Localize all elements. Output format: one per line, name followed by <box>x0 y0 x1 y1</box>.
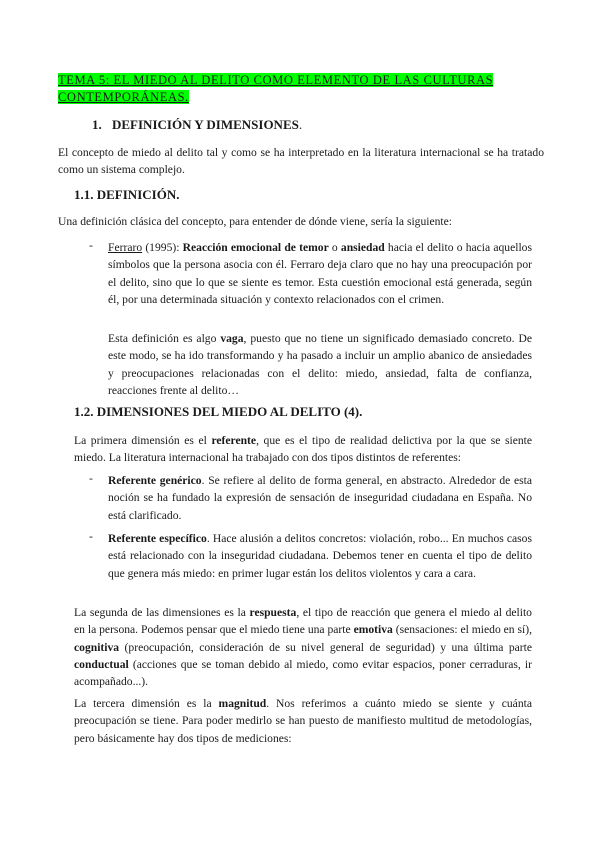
text-run: o <box>328 241 341 254</box>
text-run: hacia el delito o hacia aquellos símbolos que la persona asocia con él. Ferraro deja claro que no hay una preocupación por el delito, sino que lo que se siente es temor. Esta cuestión emocional está generada, según él, por una determinada situación y contexto relacionados con el crimen. <box>108 241 532 306</box>
section-title: DEFINICIÓN Y DIMENSIONES <box>112 117 299 132</box>
section-heading-1 <box>92 117 302 133</box>
text-run: La primera dimensión es el <box>74 434 212 447</box>
respuesta-paragraph <box>74 604 532 690</box>
text-run: (sensaciones: el miedo en sí), <box>392 623 532 637</box>
bold-term: conductual <box>74 657 129 671</box>
bold-term: cognitiva <box>74 640 120 654</box>
subsection-heading-1-1: 1.1. DEFINICIÓN. <box>74 187 180 202</box>
topic-title-highlight: TEMA 5: EL MIEDO AL DELITO COMO ELEMENTO DE LAS CULTURAS CONTEMPORÁNEAS. <box>58 73 494 104</box>
definition-intro-paragraph: Una definición clásica del concepto, para entender de dónde viene, sería la siguiente: <box>58 215 453 228</box>
referente-paragraph <box>74 432 532 467</box>
ferraro-year: (1995): <box>142 241 183 254</box>
text-run: . Hace alusión a delitos concretos: violación, robo... En muchos casos está relacionado con la inseguridad ciudadana. Debemos tener en cuenta el tipo de delito que genera más miedo: en primer lugar están los delitos violentos y cara a cara. <box>108 532 532 580</box>
magnitud-paragraph <box>74 695 532 747</box>
topic-title <box>58 72 544 106</box>
vaga-paragraph <box>108 330 532 399</box>
text-run: Esta definición es algo <box>108 332 221 345</box>
section-number: 1. <box>92 117 102 132</box>
text-run: , que es el tipo de realidad delictiva por la que se siente miedo. La literatura internacional ha trabajado con dos tipos distintos de referentes: <box>74 434 532 465</box>
bold-term: Referente específico <box>108 532 207 545</box>
referente-especifico-item <box>108 530 532 582</box>
text-run: , el tipo de reacción que genera el miedo al delito en la persona. Podemos pensar que el miedo tiene una parte <box>74 606 532 637</box>
subsection-heading-1-2: 1.2. DIMENSIONES DEL MIEDO AL DELITO (4). <box>74 404 363 419</box>
bold-term: emotiva <box>353 623 393 637</box>
intro-paragraph: El concepto de miedo al delito tal y como se ha interpretado en la literatura internacional se ha tratado como un sistema complejo. <box>58 146 544 177</box>
bullet-dash: - <box>89 472 93 485</box>
ferraro-definition-item <box>108 239 532 308</box>
text-run: La tercera dimensión es la <box>74 697 219 710</box>
ferraro-author: Ferraro <box>108 241 143 254</box>
bullet-dash: - <box>89 530 93 543</box>
bold-term: respuesta <box>249 606 297 619</box>
section-title-period: . <box>298 117 303 132</box>
text-run: . Se refiere al delito de forma general, en abstracto. Alrededor de esta noción se ha fundado la expresión de sensación de inseguridad ciudadana en España. No está clarificado. <box>108 474 533 522</box>
bold-term: Reacción emocional de temor <box>182 241 329 254</box>
bold-term: ansiedad <box>340 241 385 254</box>
text-run: , puesto que no tiene un significado demasiado concreto. De este modo, se ha ido transformando y ha pasado a incluir un amplio abanico de ansiedades y preocupaciones relacionadas con el delito: miedo, ansiedad, falta de confianza, reacciones frente al delito… <box>108 332 532 397</box>
bold-term: magnitud <box>218 697 267 710</box>
bold-term: vaga <box>220 332 244 345</box>
text-run: . Nos referimos a cuánto miedo se siente y cuánta preocupación se tiene. Para poder medirlo se han puesto de manifiesto multitud de metodologías, pero básicamente hay dos tipos de mediciones: <box>74 697 532 745</box>
text-run: (preocupación, consideración de su nivel general de seguridad) y una última parte <box>119 640 532 654</box>
bullet-dash: - <box>89 239 93 252</box>
text-run: La segunda de las dimensiones es la <box>74 606 250 619</box>
bold-term: Referente genérico <box>108 474 202 487</box>
referente-generico-item <box>108 472 532 524</box>
bold-term: referente <box>211 434 257 447</box>
text-run: (acciones que se toman debido al miedo, como evitar espacios, poner cerraduras, ir acompañado...). <box>74 657 532 689</box>
